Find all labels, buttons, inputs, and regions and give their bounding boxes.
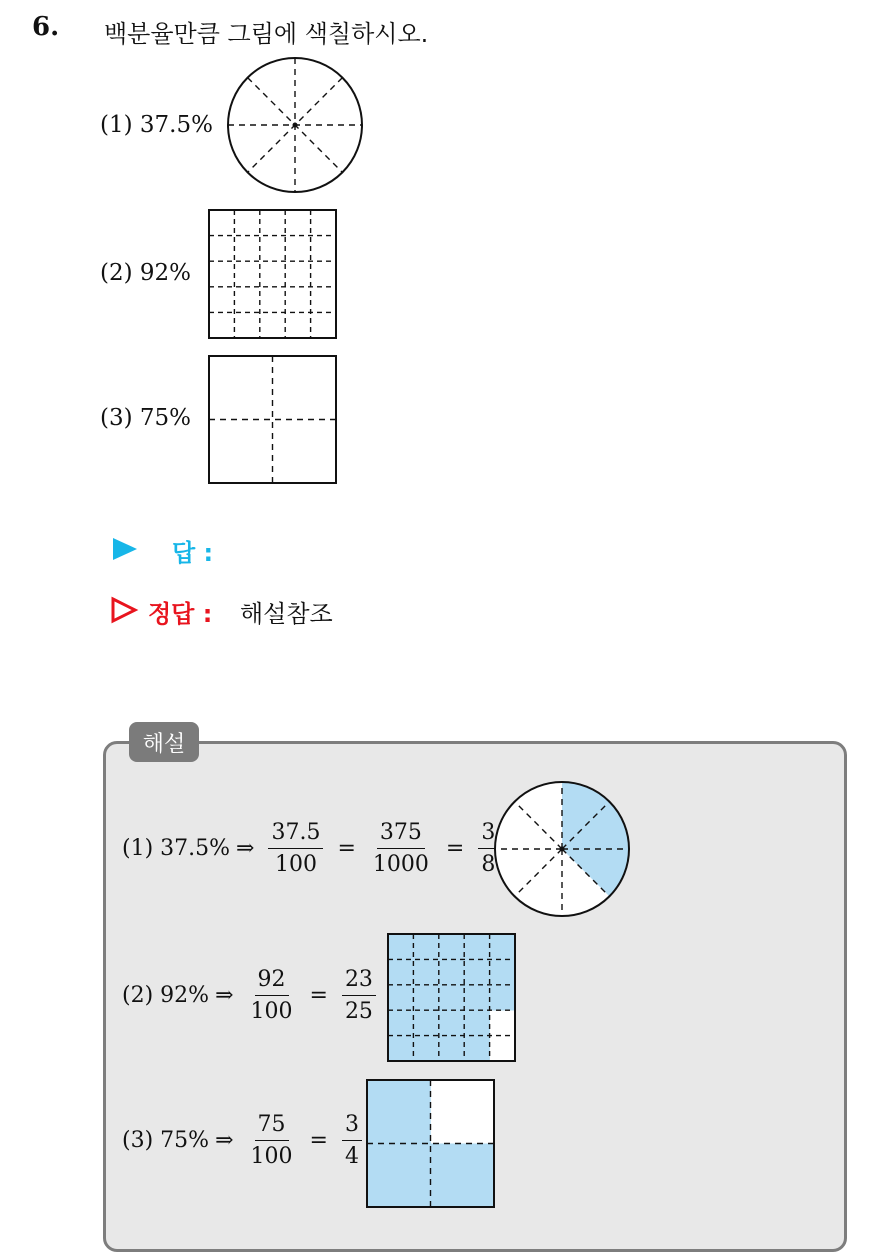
solution-square bbox=[366, 1079, 496, 1209]
shaded-quadrant bbox=[367, 1080, 431, 1144]
shaded-cell bbox=[464, 1036, 490, 1062]
shaded-cell bbox=[439, 985, 465, 1011]
item-3-label: (3) 75% bbox=[100, 405, 192, 431]
shaded-cell bbox=[388, 985, 414, 1011]
correct-arrow-icon bbox=[111, 597, 137, 623]
shaded-cell bbox=[464, 1010, 490, 1036]
item-2-grid bbox=[208, 209, 338, 340]
equals-symbol: = bbox=[309, 983, 328, 1009]
item-1-label: (1) 37.5% bbox=[100, 112, 213, 138]
shaded-cell bbox=[413, 959, 439, 985]
solution-row-1-lhs: (1) 37.5% bbox=[122, 836, 231, 862]
shaded-cell bbox=[464, 934, 490, 960]
shaded-cell bbox=[413, 934, 439, 960]
item-1-circle bbox=[226, 57, 366, 197]
solution-row-2-lhs: (2) 92% bbox=[122, 983, 210, 1009]
equals-symbol: = bbox=[309, 1128, 328, 1154]
equals-symbol: = bbox=[445, 836, 465, 862]
question-text: 백분율만큼 그림에 색칠하시오. bbox=[104, 20, 429, 48]
solution-row-3 bbox=[122, 1112, 370, 1170]
fraction: $\frac{75}{100}$ bbox=[250, 1112, 293, 1170]
implies-symbol: ⇒ bbox=[215, 1128, 234, 1154]
fraction: $\frac{3}{8}$ bbox=[478, 820, 498, 878]
shaded-cell bbox=[490, 985, 516, 1011]
correct-answer-value: 해설참조 bbox=[240, 600, 333, 628]
fraction: $\frac{23}{25}$ bbox=[342, 967, 376, 1025]
correct-answer-label: 정답 : bbox=[148, 600, 213, 628]
answer-label: 답 : bbox=[172, 539, 214, 567]
solution-circle bbox=[494, 781, 634, 921]
fraction: $\frac{37.5}{100}$ bbox=[268, 820, 323, 878]
shaded-quadrant bbox=[367, 1144, 431, 1208]
shaded-cell bbox=[388, 959, 414, 985]
shaded-cell bbox=[413, 1036, 439, 1062]
shaded-cell bbox=[439, 1036, 465, 1062]
item-2-label: (2) 92% bbox=[100, 260, 192, 286]
shaded-cell bbox=[439, 959, 465, 985]
solution-row-1 bbox=[122, 820, 506, 878]
shaded-cell bbox=[439, 934, 465, 960]
answer-arrow-icon bbox=[112, 537, 138, 561]
implies-symbol: ⇒ bbox=[215, 983, 234, 1009]
fraction: $\frac{92}{100}$ bbox=[250, 967, 293, 1025]
center-dot bbox=[560, 847, 565, 852]
fraction: $\frac{3}{4}$ bbox=[342, 1112, 362, 1170]
shaded-cell bbox=[490, 934, 516, 960]
solution-row-3-lhs: (3) 75% bbox=[122, 1128, 210, 1154]
shaded-cell bbox=[388, 1036, 414, 1062]
fraction: $\frac{375}{1000}$ bbox=[372, 820, 429, 878]
shaded-quadrant bbox=[431, 1144, 495, 1208]
solution-tag: 해설 bbox=[129, 722, 199, 762]
shaded-cell bbox=[388, 934, 414, 960]
shaded-cell bbox=[464, 985, 490, 1011]
solution-grid bbox=[387, 933, 517, 1063]
shaded-cell bbox=[413, 1010, 439, 1036]
solution-row-2 bbox=[122, 967, 384, 1025]
item-3-square bbox=[208, 355, 338, 485]
equals-symbol: = bbox=[337, 836, 356, 862]
shaded-cell bbox=[464, 959, 490, 985]
question-number: 6. bbox=[32, 12, 60, 42]
shaded-cell bbox=[388, 1010, 414, 1036]
shaded-cell bbox=[439, 1010, 465, 1036]
shaded-cell bbox=[413, 985, 439, 1011]
shaded-cell bbox=[490, 959, 516, 985]
implies-symbol: ⇒ bbox=[236, 836, 255, 862]
